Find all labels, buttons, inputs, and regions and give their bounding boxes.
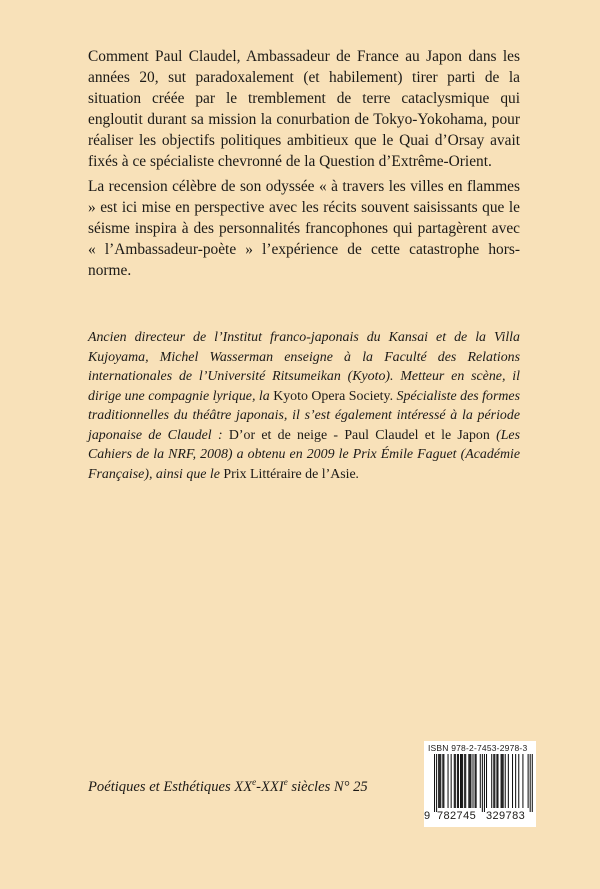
barcode-bar [443,754,444,808]
barcode-bar [455,754,456,808]
barcode-bar [448,754,449,808]
bio-book-title: D’or et de neige - Paul Claudel et le Japon [222,427,490,443]
barcode-bar [493,754,494,808]
barcode-bar [465,754,466,808]
author-biography [88,328,520,484]
barcode-bar [442,754,443,808]
barcode-bar [494,754,495,808]
barcode-bar [522,754,523,808]
barcode-bar [462,754,463,808]
barcode-bar [440,754,441,808]
bio-text-3: (Les Cahiers de la NRF, 2008) a obtenu en 2009 le Prix Émile Faguet (Académie Française), ainsi que le [88,427,520,482]
barcode-bar [461,754,462,808]
barcode-bar [496,754,497,808]
bio-text-1: Ancien directeur de l’Institut franco-japonais du Kansai et de la Villa Kujoyama, Michel Wasserman enseigne à la Faculté des Relations internationales de l’Université Ritsumeikan (Kyoto). Metteur en scène, il dirige une compagnie lyrique, la [88,330,520,404]
bio-prize-name: Prix Littéraire de l’Asie [219,466,356,482]
barcode-guard-bar [532,754,533,812]
series-title: Poétiques et Esthétiques XXe-XXIe siècles N° 25 [88,777,368,795]
barcode-guard-bar [484,754,485,812]
barcode-bar [480,754,481,808]
barcode-bar [518,754,519,808]
barcode-bar [458,754,459,808]
barcode-digit-group-1: 782745 [437,810,477,822]
barcode-bar [454,754,455,808]
barcode-bar [460,754,461,808]
barcode-bar [469,754,470,808]
bio-text-2: Spécialiste des formes traditionnelles du théâtre japonais, il s’est également intéressé à la période japonaise de Claudel : [88,388,520,443]
barcode-guard-bar [530,754,531,812]
summary-paragraph-2: La recension célèbre de son odyssée « à travers les villes en flammes » est ici mise en perspective avec les récits souvent saisissants que le séisme inspira à des personnalités francophones qui partagèrent avec « l’Ambassadeur-poète » l’expérience de cette catastrophe hors-norme. [88,178,520,279]
barcode-bar [497,754,498,808]
barcode-bar [501,754,502,808]
summary-paragraph-1: Comment Paul Claudel, Ambassadeur de France au Japon dans les années 20, sut paradoxalement (et habilement) tirer parti de la situation créée par le tremblement de terre cataclysmique qui engloutit durant sa mission la conurbation de Tokyo-Yokohama, pour réaliser les objectifs politiques ambitieux que le Quai d’Orsay avait fixés à ce spécialiste chevronné de la Question d’Extrême-Orient. [88,48,520,170]
barcode-guard-bar [482,754,483,812]
barcode-bar [439,754,440,808]
barcode-guard-bar [434,754,435,812]
isbn-barcode [424,741,536,827]
barcode-bar [491,754,492,808]
barcode-bar [468,754,469,808]
barcode-bar [472,754,473,808]
barcode-bar [508,754,509,808]
barcode-bars [424,754,536,812]
back-cover-summary [88,46,520,281]
barcode-bar [486,754,487,808]
barcode-bar [505,754,506,808]
barcode-bar [464,754,465,808]
bio-opera-name: Kyoto Opera Society. [269,388,394,404]
barcode-digit-group-2: 329783 [486,810,526,822]
barcode-bar [515,754,516,808]
barcode-bar [457,754,458,808]
bio-end: . [355,466,360,482]
barcode-bar [470,754,471,808]
isbn-label: ISBN 978-2-7453-2978-3 [428,743,528,753]
barcode-bar [438,754,439,808]
barcode-bar [502,754,503,808]
barcode-guard-bar [436,754,437,812]
barcode-bar [451,754,452,808]
barcode-bar [512,754,513,808]
barcode-bar [528,754,529,808]
barcode-bar [476,754,477,808]
barcode-bar [503,754,504,808]
barcode-bar [475,754,476,808]
barcode-first-digit: 9 [424,810,431,822]
